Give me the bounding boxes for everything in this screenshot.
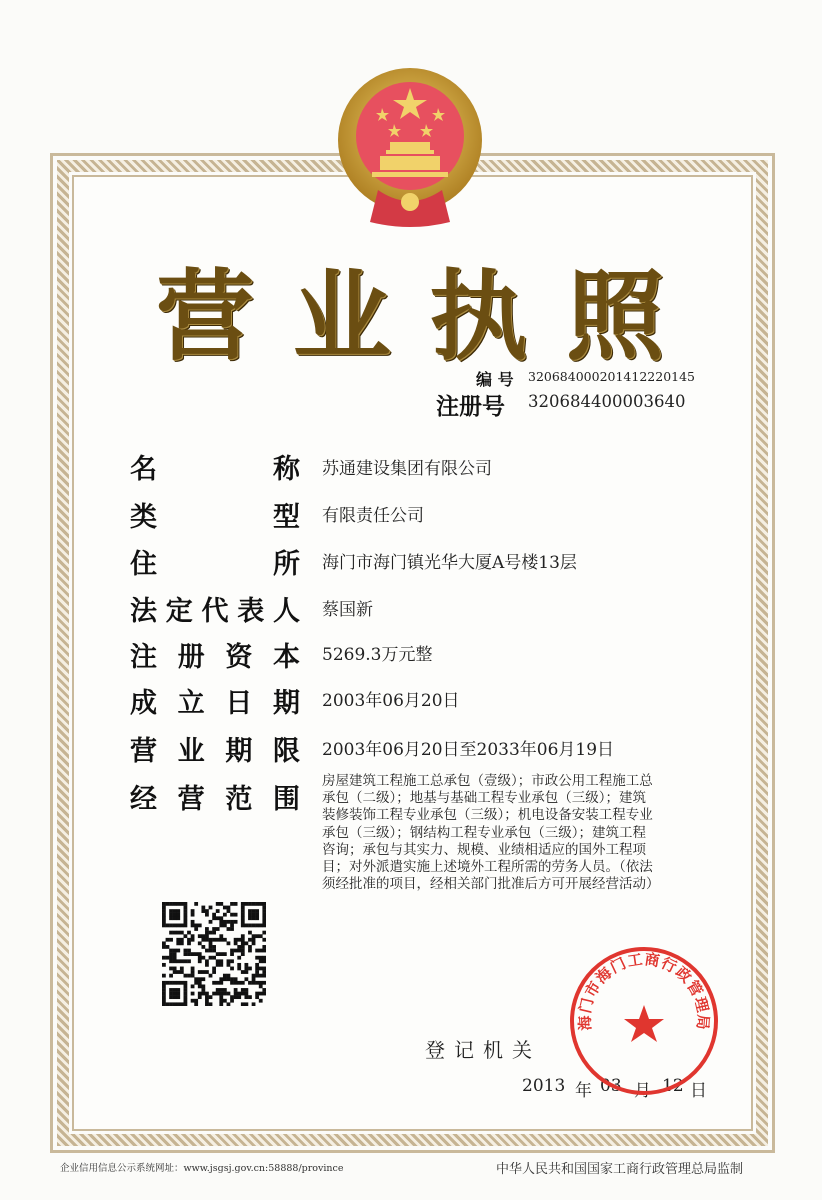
scope-line: 承包（二级）；地基与基础工程专业承包（三级）；建筑 xyxy=(322,790,646,807)
issue-year: 2013 xyxy=(522,1076,566,1096)
serial-number-label: 编 号 xyxy=(476,370,514,389)
official-seal xyxy=(566,943,722,1099)
scope-line: 装修装饰工程专业承包（三级）；机电设备安装工程专业 xyxy=(322,807,653,824)
field-value-type: 有限责任公司 xyxy=(322,506,424,526)
month-char: 月 xyxy=(634,1081,651,1101)
scope-line: 房屋建筑工程施工总承包（壹级）；市政公用工程施工总 xyxy=(322,773,653,789)
day-char: 日 xyxy=(690,1081,707,1101)
field-value-registered-capital: 5269.3万元整 xyxy=(322,645,433,665)
field-label-name: 名 称 xyxy=(130,454,300,485)
field-value-address: 海门市海门镇光华大厦A号楼13层 xyxy=(322,553,577,573)
registration-number-label: 注册号 xyxy=(436,394,505,420)
credit-system-url: 企业信用信息公示系统网址：www.jsgsj.gov.cn:58888/province xyxy=(60,1163,344,1174)
registration-number-value: 320684400003640 xyxy=(528,392,686,411)
field-value-business-term: 2003年06月20日至2033年06月19日 xyxy=(322,740,615,760)
field-label-address: 住 所 xyxy=(130,549,300,580)
serial-number-value: 320684000201412220145 xyxy=(528,369,696,384)
svg-text:海门市海门工商行政管理局: 海门市海门工商行政管理局 xyxy=(575,950,713,1032)
supervisor-note: 中华人民共和国国家工商行政管理总局监制 xyxy=(496,1162,744,1177)
title-char: 业 xyxy=(292,259,391,374)
scope-line: 目；对外派遣实施上述境外工程所需的劳务人员。（依法 xyxy=(322,859,653,876)
field-value-business-scope xyxy=(322,773,742,893)
field-label-establishment-date: 成 立 日 期 xyxy=(130,688,300,719)
title-char: 执 xyxy=(429,259,528,374)
field-label-legal-representative: 法 定 代 表 人 xyxy=(130,596,300,627)
scope-line: 须经批准的项目，经相关部门批准后方可开展经营活动） xyxy=(322,876,660,893)
national-emblem xyxy=(330,62,490,232)
field-value-establishment-date: 2003年06月20日 xyxy=(322,691,460,711)
title-char: 营 xyxy=(155,259,254,374)
field-label-business-scope: 经 营 范 围 xyxy=(130,784,300,815)
scope-line: 承包（三级）；钢结构工程专业承包（三级）；建筑工程 xyxy=(322,824,646,841)
scope-line: 咨询；承包与其实力、规模、业绩相适应的国外工程项 xyxy=(322,841,646,858)
title-char: 照 xyxy=(565,259,664,374)
qr-code[interactable] xyxy=(162,902,266,1006)
issue-day: 12 xyxy=(662,1076,684,1096)
registration-authority-label: 登记机关 xyxy=(425,1038,541,1062)
field-value-name: 苏通建设集团有限公司 xyxy=(322,459,492,479)
field-label-type: 类 型 xyxy=(130,502,300,533)
year-char: 年 xyxy=(575,1081,592,1101)
document-title xyxy=(150,248,670,374)
field-value-legal-representative: 蔡国新 xyxy=(322,600,373,620)
field-label-registered-capital: 注 册 资 本 xyxy=(130,642,300,673)
field-label-business-term: 营 业 期 限 xyxy=(130,736,300,767)
issue-month: 03 xyxy=(600,1076,622,1096)
